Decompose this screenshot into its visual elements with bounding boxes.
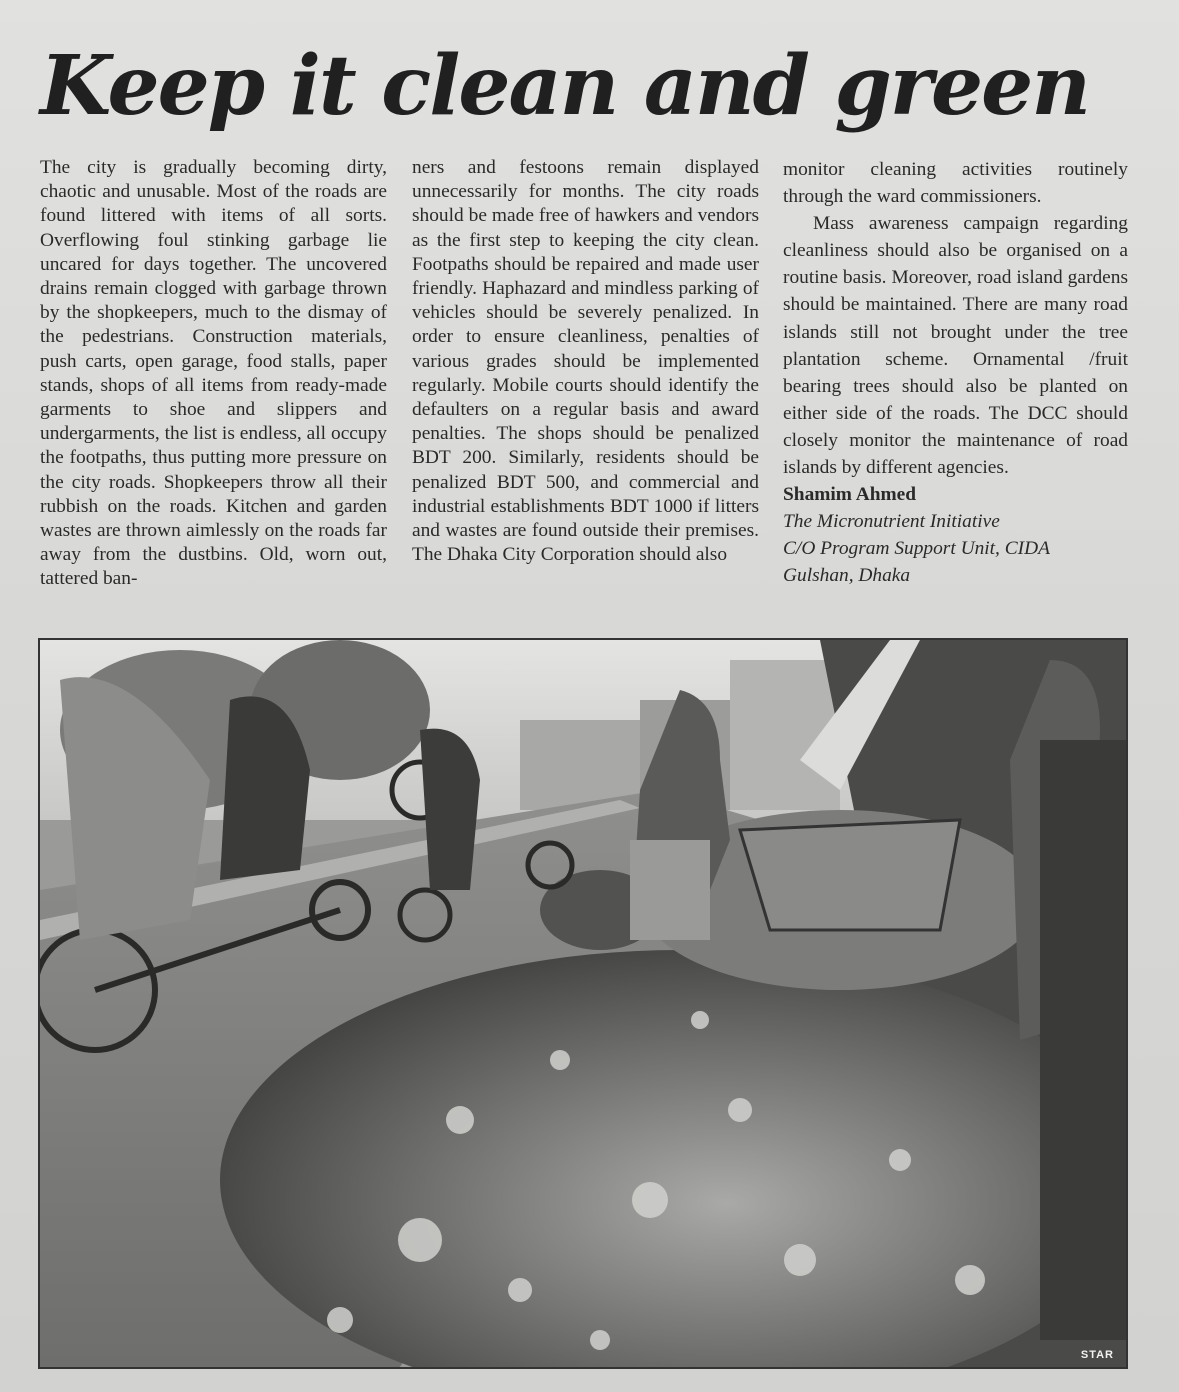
garbage-cart [740,820,960,930]
author-name: Shamim Ahmed [783,484,917,506]
photo-credit: STAR [1080,1349,1114,1361]
column-2-text: ners and festoons remain displayed unnecessarily for months. The city roads should be made free of hawkers and vendors as the first step to keeping the city clean. Footpaths should be repaired and made user friendly. Haphazard and mindless parking of vehicles should be severely penalized. In order to ensure cleanliness, penalties of various grades should be implemented regularly. Mobile courts should identify the defaulters on a regular basis and award penalties. The shops should be penalized BDT 200. Similarly, residents should be penalized BDT 500, and commercial and industrial establishments BDT 1000 if litters and wastes are found outside their premises. The Dhaka City Corporation should also [412,157,759,566]
rickshaw-puller-middle [420,729,480,890]
column-3-paragraph-1: monitor cleaning activities routinely through the ward commissioners. [783,159,1128,208]
article-column-2 [412,156,759,567]
worker-lungi [630,840,710,940]
affiliation-line-1: The Micronutrient Initiative [783,511,1000,533]
article-column-1 [40,156,387,592]
photo-illustration [40,640,1126,1367]
affiliation-line-3: Gulshan, Dhaka [783,565,911,587]
affiliation-line-2: C/O Program Support Unit, CIDA [783,538,1050,560]
column-1-text: The city is gradually becoming dirty, chaotic and unusable. Most of the roads are found littered with items of all sorts. Overflowing foul stinking garbage lie uncared for days together. The uncovered drains remain clogged with garbage thrown by the shopkeepers, much to the dismay of the pedestrians. Construction materials, push carts, open garage, food stalls, paper stands, shops of all items from ready-made garments to shoe and slippers and undergarments, the list is endless, all occupy the footpaths, thus putting more pressure on the city roads. Shopkeepers throw all their rubbish on the roads. Kitchen and garden wastes are thrown aimlessly on the roads far away from the dustbins. Old, worn out, tattered ban- [40,157,387,590]
street-garbage-photo [38,638,1128,1369]
article-column-3 [783,156,1128,590]
column-3-paragraph-2: Mass awareness campaign regarding cleanliness should also be organised on a routine basis. Moreover, road island gardens should be maintained. There are many road islands still not brought under the tree plantation scheme. Ornamental /fruit bearing trees should also be planted on either side of the roads. The DCC should closely monitor the maintenance of road islands by different agencies. [783,213,1128,479]
pole [1040,740,1126,1340]
headline: Keep it clean and green [40,38,1089,134]
